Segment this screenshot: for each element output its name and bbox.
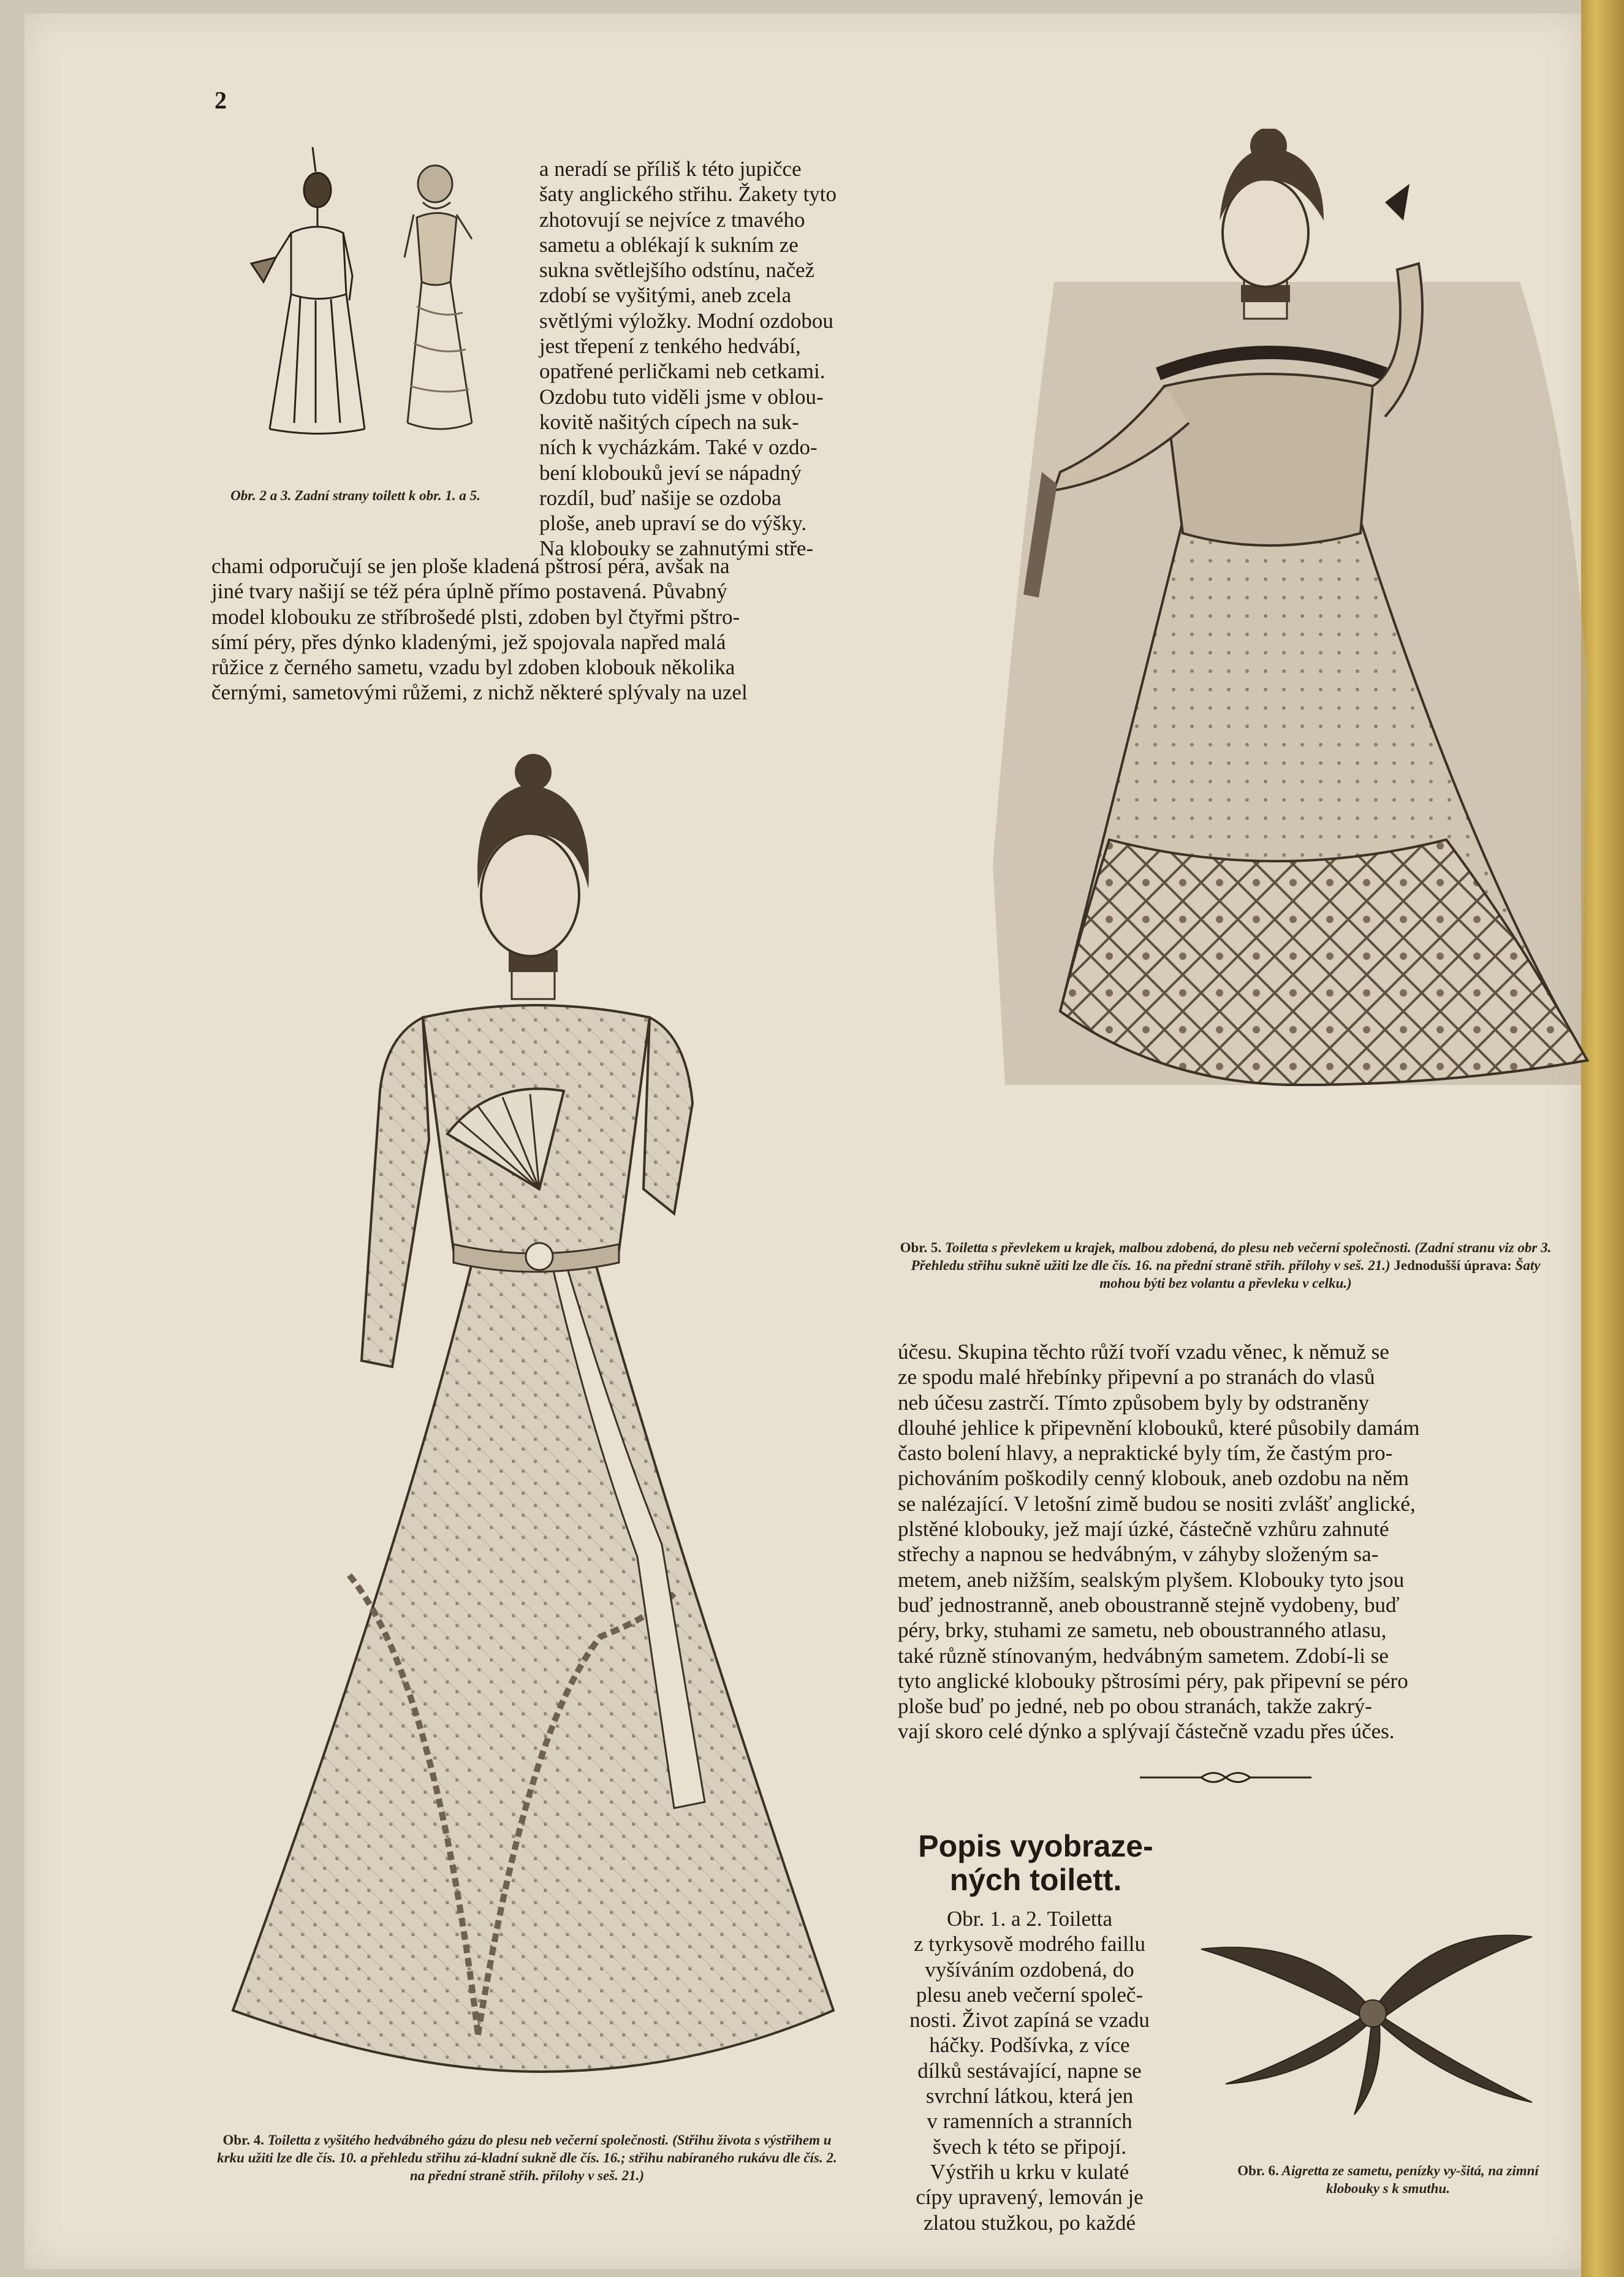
section-paragraph	[898, 1906, 1161, 2235]
text-line: šaty anglického střihu. Žakety tyto	[539, 182, 837, 207]
caption-label: Obr. 5.	[900, 1240, 942, 1255]
text-line: často bolení hlavy, a nepraktické byly tím, že častým pro-	[898, 1441, 1393, 1465]
text-line: růžice z černého sametu, vzadu byl zdoben klobouk několika	[211, 655, 735, 680]
text-line: kovitě našitých cípech na suk-	[539, 409, 799, 434]
article-text-top-narrow	[539, 156, 901, 561]
article-text-top-wide	[211, 553, 901, 705]
figure-5-caption	[895, 1239, 1557, 1292]
caption-body: (Zadní stranu viz obr 3. Přehledu střihu sukně užiti lze dle čís. 16. na přední straně střih. přílohy v seš. 21.)	[911, 1240, 1552, 1273]
figure-4-illustration	[221, 748, 858, 2084]
text-line: plesu aneb večerní společ-	[916, 1982, 1144, 2007]
text-line: zlatou stužkou, po každé	[923, 2210, 1136, 2235]
heading-line: Popis vyobraze-	[918, 1829, 1153, 1863]
text-line: model klobouku ze stříbrošedé plsti, zdoben byl čtyřmi pštro-	[211, 604, 740, 629]
text-line: Na klobouky se zahnutými stře-	[539, 536, 814, 561]
figure-2-3-caption: Obr. 2 a 3. Zadní strany toilett k obr. 1. a 5.	[230, 488, 480, 503]
caption-simple-text: Šaty mohou býti bez volantu a převleku v celku.)	[1099, 1257, 1541, 1291]
text-line: svrchní látkou, která jen	[925, 2084, 1134, 2108]
text-line: také různě stínovaným, hedvábným sametem. Zdobí-li se	[898, 1643, 1389, 1668]
figure-2-3-illustration	[239, 135, 509, 441]
figure-6-caption	[1216, 2162, 1560, 2198]
text-line: ploše buď po jedné, neb po obou stranách, takže zakrý-	[898, 1694, 1372, 1719]
text-line: sukna světlejšího odstínu, načež	[539, 258, 815, 283]
caption-simple-label: Jednodušší úprava:	[1394, 1257, 1512, 1273]
caption-title: Toiletta z vyšitého hedvábného gázu do plesu neb večerní společnosti.	[267, 2132, 669, 2148]
text-line: ploše, aneb upraví se do výšky.	[539, 511, 807, 536]
text-line: ních k vycházkám. Také v ozdo-	[539, 435, 818, 460]
text-line: zhotovují se nejvíce z tmavého	[539, 207, 805, 232]
text-line: bení klobouků jeví se nápadný	[539, 460, 802, 485]
text-line: rozdíl, buď našije se ozdoba	[539, 485, 781, 510]
text-line: símí péry, přes dýnko kladenými, jež spojovala napřed malá	[211, 629, 726, 654]
caption-label: Obr. 4.	[222, 2132, 264, 2148]
caption-title: Aigretta	[1281, 2163, 1329, 2178]
figure-6-illustration	[1189, 1900, 1557, 2121]
text-line: pichováním poškodily cenný klobouk, aneb ozdobu na něm	[898, 1466, 1410, 1491]
text-line: jest třepení z tenkého hedvábí,	[539, 334, 801, 359]
caption-body: ze sametu, penízky vy-šitá, na zimní klobouky s k smuthu.	[1326, 2163, 1539, 2196]
text-line: Ozdobu tuto viděli jsme v oblou-	[539, 384, 824, 409]
text-line: jiné tvary našijí se též péra úplně přímo postavená. Půvabný	[211, 579, 727, 604]
text-line: světlými výložky. Modní ozdobou	[539, 308, 833, 333]
article-text-right	[898, 1339, 1557, 1744]
text-line: nosti. Život zapíná se vzadu	[909, 2008, 1150, 2032]
text-line: tyto anglické klobouky pštrosími péry, pak připevní se péro	[898, 1668, 1408, 1693]
text-line: střechy a napnou se hedvábným, v záhyby složeným sa-	[898, 1542, 1379, 1567]
text-line: péry, brky, stuhami ze sametu, neb oboustranného atlasu,	[898, 1618, 1387, 1643]
text-line: v ramenních a stranních	[927, 2109, 1133, 2134]
text-line: vyšíváním ozdobená, do	[925, 1957, 1134, 1982]
caption-body: (Střihu života s výstřihem u krku užiti lze dle čís. 10. a přehledu střihu zá-kladní sukně dle čís. 16.; střihu nabíraného rukávu dle čís. 2. na přední straně střih. přílohy v seš. 21.)	[217, 2132, 837, 2183]
text-line: sametu a oblékají k sukním ze	[539, 232, 799, 257]
text-line: chami odporučují se jen ploše kladená pštrosí péra, avšak na	[211, 554, 730, 578]
figure-4-caption	[208, 2132, 846, 2184]
text-line: háčky. Podšívka, z více	[929, 2033, 1130, 2058]
text-line: plstěné klobouky, jež mají úzké, částečně vzhůru zahnuté	[898, 1517, 1389, 1541]
text-line: neb účesu zastrčí. Tímto způsobem byly by odstraněny	[898, 1390, 1370, 1415]
text-line: z tyrkysově modrého faillu	[913, 1932, 1146, 1956]
text-line: zdobí se vyšitými, aneb zcela	[539, 283, 792, 308]
text-line: švech k této se připojí.	[933, 2134, 1126, 2159]
caption-label: Obr. 6.	[1237, 2163, 1279, 2178]
figure-5-illustration	[981, 129, 1599, 1165]
section-heading	[898, 1830, 1174, 1897]
caption-title: Toiletta s převlekem u krajek, malbou zdobená, do plesu neb večerní společnosti.	[944, 1240, 1411, 1255]
page-number: 2	[214, 86, 227, 114]
text-line: ze spodu malé hřebínky připevní a po stranách do vlasů	[898, 1365, 1375, 1389]
text-line: černými, sametovými růžemi, z nichž některé splývaly na uzel	[211, 680, 748, 705]
heading-line: ných toilett.	[949, 1863, 1122, 1897]
text-line: Obr. 1. a 2. Toiletta	[946, 1907, 1113, 1931]
text-line: Výstřih u krku v kulaté	[930, 2159, 1129, 2184]
text-line: a neradí se příliš k této jupičce	[539, 157, 802, 181]
text-line: metem, aneb nižším, sealským plyšem. Klobouky tyto jsou	[898, 1567, 1405, 1592]
text-line: dlouhé jehlice k připevnění klobouků, které působily damám	[898, 1415, 1420, 1440]
text-line: opatřené perličkami neb cetkami.	[539, 359, 825, 384]
text-line: vají skoro celé dýnko a splývají částečně vzadu přes účes.	[898, 1719, 1395, 1744]
text-line: cípy upravený, lemován je	[916, 2185, 1144, 2210]
text-line: účesu. Skupina těchto růží tvoří vzadu věnec, k němuž se	[898, 1340, 1389, 1364]
ornamental-divider	[1140, 1765, 1311, 1790]
text-line: se nalézající. V letošní zimě budou se nositi zvlášť anglické,	[898, 1491, 1416, 1516]
text-line: buď jednostranně, aneb oboustranně stejně vydobeny, buď	[898, 1592, 1400, 1617]
text-line: dílků sestávající, napne se	[917, 2058, 1142, 2083]
